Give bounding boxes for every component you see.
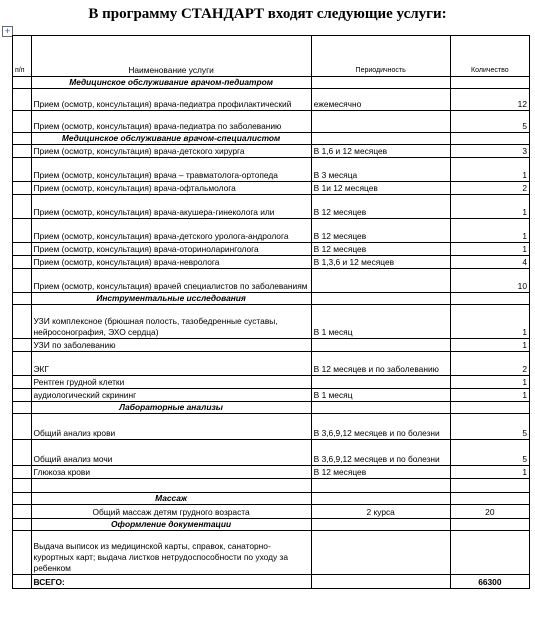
service-period: В 1,3,6 и 12 месяцев: [311, 256, 450, 269]
service-qty: 5: [450, 440, 529, 466]
service-name: Прием (осмотр, консультация) врача-акушера-гинеколога или: [31, 195, 311, 219]
service-qty: 10: [450, 269, 529, 293]
table-row: [13, 145, 530, 158]
section-title: Инструментальные исследования: [31, 293, 311, 305]
service-period: В 1 месяц: [311, 389, 450, 402]
service-name: Прием (осмотр, консультация) врача-детского уролога-андролога: [31, 219, 311, 243]
section-title: Медицинское обслуживание врачом-специалистом: [31, 133, 311, 145]
service-qty: 20: [450, 505, 529, 519]
service-period: В 1,6 и 12 месяцев: [311, 145, 450, 158]
service-qty: [450, 531, 529, 575]
service-period: [311, 111, 450, 133]
service-name: Прием (осмотр, консультация) врача – травматолога-ортопеда: [31, 158, 311, 182]
service-period: В 12 месяцев: [311, 243, 450, 256]
section-row: [13, 293, 530, 305]
table-row: [13, 339, 530, 352]
service-period: В 1 месяц: [311, 305, 450, 339]
table-row: [13, 440, 530, 466]
service-name: Прием (осмотр, консультация) врача-педиатра по заболеванию: [31, 111, 311, 133]
service-name: Прием (осмотр, консультация) врача-офтальмолога: [31, 182, 311, 195]
service-period: В 12 месяцев и по заболеванию: [311, 352, 450, 376]
service-name: Прием (осмотр, консультация) врача-невролога: [31, 256, 311, 269]
section-row: [13, 133, 530, 145]
section-title: Массаж: [31, 493, 311, 505]
service-qty: 1: [450, 243, 529, 256]
service-qty: 3: [450, 145, 529, 158]
service-qty: 1: [450, 195, 529, 219]
service-qty: 5: [450, 111, 529, 133]
service-qty: 1: [450, 158, 529, 182]
service-period: В 12 месяцев: [311, 195, 450, 219]
table-row: [13, 376, 530, 389]
service-name: Прием (осмотр, консультация) врача-детского хирурга: [31, 145, 311, 158]
header-num: п/п: [13, 36, 32, 77]
table-row: [13, 219, 530, 243]
header-qty: Количество: [450, 36, 529, 77]
service-name: Прием (осмотр, консультация) врача-оториноларинголога: [31, 243, 311, 256]
table-row: [13, 505, 530, 519]
section-row: [13, 77, 530, 89]
service-qty: 1: [450, 389, 529, 402]
total-row: [13, 575, 530, 589]
service-qty: 5: [450, 414, 529, 440]
section-title: Оформление документации: [31, 519, 311, 531]
service-qty: 2: [450, 352, 529, 376]
service-name: Глюкоза крови: [31, 466, 311, 479]
service-qty: 2: [450, 182, 529, 195]
table-row: [13, 111, 530, 133]
service-period: В 3,6,9,12 месяцев и по болезни: [311, 414, 450, 440]
table-row: [13, 243, 530, 256]
service-period: В 12 месяцев: [311, 466, 450, 479]
service-period: 2 курса: [311, 505, 450, 519]
table-row: [13, 305, 530, 339]
service-period: В 3 месяца: [311, 158, 450, 182]
service-name: Выдача выписок из медицинской карты, справок, санаторно-курортных карт; выдача листков нетрудоспособности по уходу за ребенком: [31, 531, 311, 575]
service-name: аудиологический скрининг: [31, 389, 311, 402]
service-qty: 4: [450, 256, 529, 269]
page-title: В программу СТАНДАРТ входят следующие услуги:: [88, 6, 447, 22]
service-period: ежемесячно: [311, 89, 450, 111]
table-row: [13, 352, 530, 376]
service-name: УЗИ комплексное (брюшная полость, тазобедренные суставы, нейросонография, ЭХО сердца): [31, 305, 311, 339]
table-row-empty: [13, 479, 530, 493]
table-row: [13, 182, 530, 195]
total-label: ВСЕГО:: [31, 575, 311, 589]
table-move-handle-icon[interactable]: +: [2, 26, 13, 37]
table-row: [13, 269, 530, 293]
service-name: Общий анализ крови: [31, 414, 311, 440]
section-row: [13, 493, 530, 505]
header-row: [13, 36, 530, 77]
service-qty: 1: [450, 466, 529, 479]
service-period: [311, 339, 450, 352]
service-qty: 1: [450, 219, 529, 243]
service-name: Рентген грудной клетки: [31, 376, 311, 389]
service-name: УЗИ по заболеванию: [31, 339, 311, 352]
service-qty: 12: [450, 89, 529, 111]
service-name: Прием (осмотр, консультация) врача-педиатра профилактический: [31, 89, 311, 111]
service-qty: 1: [450, 339, 529, 352]
service-name: Общий массаж детям грудного возраста: [31, 505, 311, 519]
service-qty: 1: [450, 376, 529, 389]
service-period: [311, 376, 450, 389]
table-row: [13, 195, 530, 219]
table-row: [13, 466, 530, 479]
table-row: [13, 256, 530, 269]
section-row: [13, 519, 530, 531]
table-row: [13, 414, 530, 440]
section-row: [13, 402, 530, 414]
service-period: В 3,6,9,12 месяцев и по болезни: [311, 440, 450, 466]
service-period: [311, 531, 450, 575]
service-period: [311, 269, 450, 293]
service-period: В 12 месяцев: [311, 219, 450, 243]
header-period: Периодичность: [311, 36, 450, 77]
service-name: ЭКГ: [31, 352, 311, 376]
section-title: Лабораторные анализы: [31, 402, 311, 414]
service-period: В 1и 12 месяцев: [311, 182, 450, 195]
total-value: 66300: [450, 575, 529, 589]
table-row: [13, 531, 530, 575]
service-qty: 1: [450, 305, 529, 339]
service-name: Общий анализ мочи: [31, 440, 311, 466]
services-table: [12, 35, 530, 589]
section-title: Медицинское обслуживание врачом-педиатром: [31, 77, 311, 89]
table-row: [13, 158, 530, 182]
service-name: Прием (осмотр, консультация) врачей специалистов по заболеваниям: [31, 269, 311, 293]
table-row: [13, 389, 530, 402]
header-name: Наименование услуги: [31, 36, 311, 77]
table-row: [13, 89, 530, 111]
